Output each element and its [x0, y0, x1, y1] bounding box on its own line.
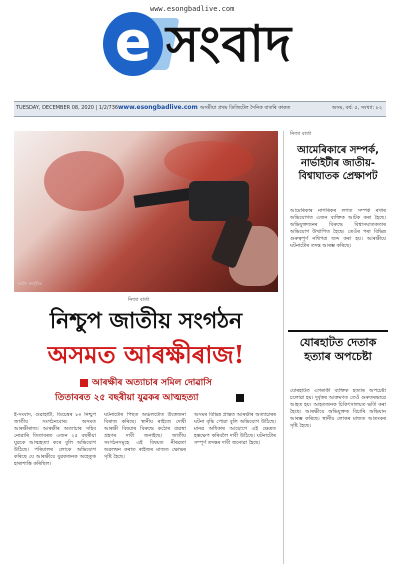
column-divider [283, 131, 284, 564]
blood-splatter [44, 151, 124, 211]
right-text-1: আমেৰিকাৰ নাগৰিকৰ লগত সম্পৰ্ক ৰখাৰ অভিযোগত এজন ব্যক্তিক আটক কৰা হৈছে। অভিযুক্তজনৰ বিৰুদ্ধে বিশ্বাসঘাতকতাৰ অভিযোগ উত্থাপিত হৈছে। তেওঁৰ পৰা বিভিন্ন গুৰুত্বপূৰ্ণ নথিপত্ৰ জব্দ কৰা হয়। আৰক্ষীয়ে ঘটনাটোৰ তদন্ত আৰম্ভ কৰিছে। [290, 208, 386, 249]
strip-info: অসমীয়া প্ৰথম ডিজিটেল দৈনিক বাতৰি কাকত [200, 105, 291, 111]
bullet-square [80, 379, 88, 387]
masthead-url: www.esongbadlive.com [150, 5, 235, 13]
section-rule [288, 330, 388, 332]
lead-subhead-1: আৰক্ষীৰ অত্যাচাৰ সমিল দোৱাসি [92, 378, 212, 388]
strip-date: TUESDAY, DECEMBER 08, 2020 | 1/2/736 [16, 105, 119, 111]
right-headline-1: আমেৰিকাৰে সম্পৰ্ক, নাৰ্ভাইটীৰ জাতীয়-বিশ্বাঘাতক প্ৰেক্ষাপট [297, 145, 379, 182]
lead-column-3: অসমৰ বিভিন্ন প্ৰান্তত আৰক্ষীৰ অত্যাচাৰৰ ঘটনা বৃদ্ধি পোৱা বুলি অভিযোগ উঠিছে। মানৱ অধিকাৰ আয়োগে এই ক্ষেত্ৰত হস্তক্ষেপ কৰিবলৈ দাবী উঠিছে। ঘটনাটোৰ সম্পূৰ্ণ তদন্তৰ দাবী জনোৱা হৈছে। [194, 412, 276, 446]
lead-column-2: ঘটনাটোৰ পিছত অঞ্চলটোত উত্তেজনা বিৰাজ কৰিছে। স্থানীয় ৰাইজে দোষী আৰক্ষী বিষয়াৰ বিৰুদ্ধে কঠোৰ ব্যৱস্থা গ্ৰহণৰ দাবী জনাইছে। জাতীয় সংগঠনসমূহে এই বিষয়ত নীৰৱতা অৱলম্বন কৰাত ৰাইজৰ মাজত ক্ষোভৰ সৃষ্টি হৈছে। [104, 412, 186, 460]
logo-e-icon: e [103, 12, 163, 76]
right-kicker: নিজা বাৰ্তা [290, 131, 312, 137]
lead-photo [14, 131, 278, 292]
photo-caption: ফটো: সংগৃহীত [18, 281, 42, 286]
lead-headline-1: নিশ্চুপ জাতীয় সংগঠন [49, 308, 243, 334]
right-headline-2: যোৰহাটত দেতাক হত্যাৰ অপচেষ্টা [299, 336, 377, 363]
strip-issue: অসম, বৰ্ষ: ৫, সংখ্যা: ৮২ [332, 105, 383, 111]
lead-subhead-2: তিতাবৰত ২৫ বছৰীয়া যুৱকৰ আত্মহত্যা [55, 393, 199, 403]
blood-splatter [164, 141, 254, 181]
masthead-title: সংবাদ [166, 14, 293, 73]
bullet-square [236, 394, 244, 402]
lead-headline-2: অসমত আৰক্ষীৰাজ! [47, 340, 245, 369]
lead-column-1: ই-সংবাদ, গুৱাহাটী, ডিচেম্বৰ ৮ঃ নিশ্চুপ জাতীয় সংগঠনবোৰ। অসমত আৰক্ষীৰাজ। আৰক্ষীৰ অত্যাচাৰ সহিব নোৱাৰি তিতাবৰত এজন ২৫ বছৰীয়া যুৱকে আত্মহত্যা কৰে বুলি অভিযোগ উঠিছে। পৰিয়ালৰ লোকে অভিযোগ কৰিছে যে আৰক্ষীয়ে যুৱকজনক অহেতুক হাৰাশাস্তি কৰিছিল। [14, 412, 96, 467]
lead-kicker: নিজা বাৰ্তা [128, 297, 150, 303]
pistol-body [189, 181, 249, 221]
strip-url: www.esongbadlive.com [118, 104, 198, 111]
right-text-2: যোৰহাটত এগৰাকী ব্যক্তিক হত্যাৰ অপচেষ্টা চলোৱা হয়। দুৰ্বৃত্তৰ আক্ৰমণত তেওঁ গুৰুতৰভাৱে আহত হয়। আহতজনক চিকিৎসালয়ত ভৰ্তি কৰা হৈছে। আৰক্ষীয়ে অভিযুক্তক বিচাৰি অভিযান আৰম্ভ কৰিছে। স্থানীয় লোকৰ মাজত আতংকৰ সৃষ্টি হৈছে। [290, 388, 386, 429]
